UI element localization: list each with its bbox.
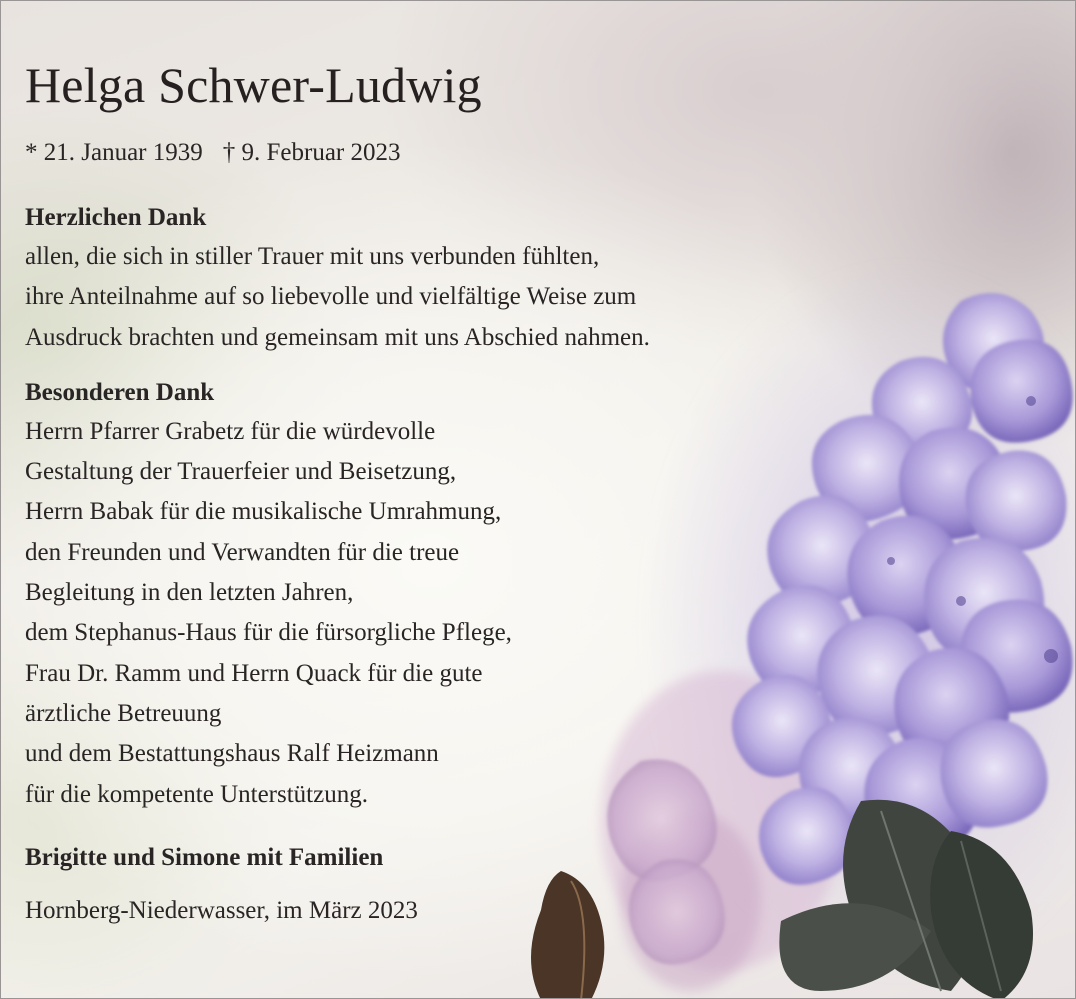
special-thanks-heading: Besonderen Dank (25, 378, 215, 406)
special-thanks-line: den Freunden und Verwandten für die treue (25, 538, 460, 566)
special-thanks-line: Herrn Babak für die musikalische Umrahmung, (25, 498, 502, 526)
special-thanks-line: für die kompetente Unterstützung. (25, 780, 368, 808)
thanks-line: Ausdruck brachten und gemeinsam mit uns Abschied nahmen. (25, 323, 650, 351)
obituary-text (25, 53, 845, 929)
special-thanks-line: und dem Bestattungshaus Ralf Heizmann (25, 740, 439, 768)
special-thanks-line: Begleitung in den letzten Jahren, (25, 579, 354, 607)
special-thanks-line: ärztliche Betreuung (25, 699, 222, 727)
special-thanks-line: Herrn Pfarrer Grabetz für die würdevolle (25, 417, 436, 445)
signature: Brigitte und Simone mit Familien (25, 843, 384, 871)
special-thanks-section (25, 374, 845, 815)
life-dates (25, 137, 845, 169)
special-thanks-line: Gestaltung der Trauerfeier und Beisetzung, (25, 458, 457, 486)
special-thanks-line: Frau Dr. Ramm und Herrn Quack für die gute (25, 659, 483, 687)
special-thanks-line: dem Stephanus-Haus für die fürsorgliche Pflege, (25, 619, 512, 647)
death-date: † 9. Februar 2023 (222, 139, 401, 166)
thanks-line: allen, die sich in stiller Trauer mit uns verbunden fühlten, (25, 243, 600, 270)
thanks-section (25, 199, 845, 358)
thanks-heading: Herzlichen Dank (25, 204, 207, 231)
thanks-line: ihre Anteilnahme auf so liebevolle und vielfältige Weise zum (25, 283, 637, 311)
deceased-name: Helga Schwer-Ludwig (25, 57, 482, 113)
place-date: Hornberg-Niederwasser, im März 2023 (25, 896, 418, 924)
birth-date: * 21. Januar 1939 (25, 139, 203, 166)
